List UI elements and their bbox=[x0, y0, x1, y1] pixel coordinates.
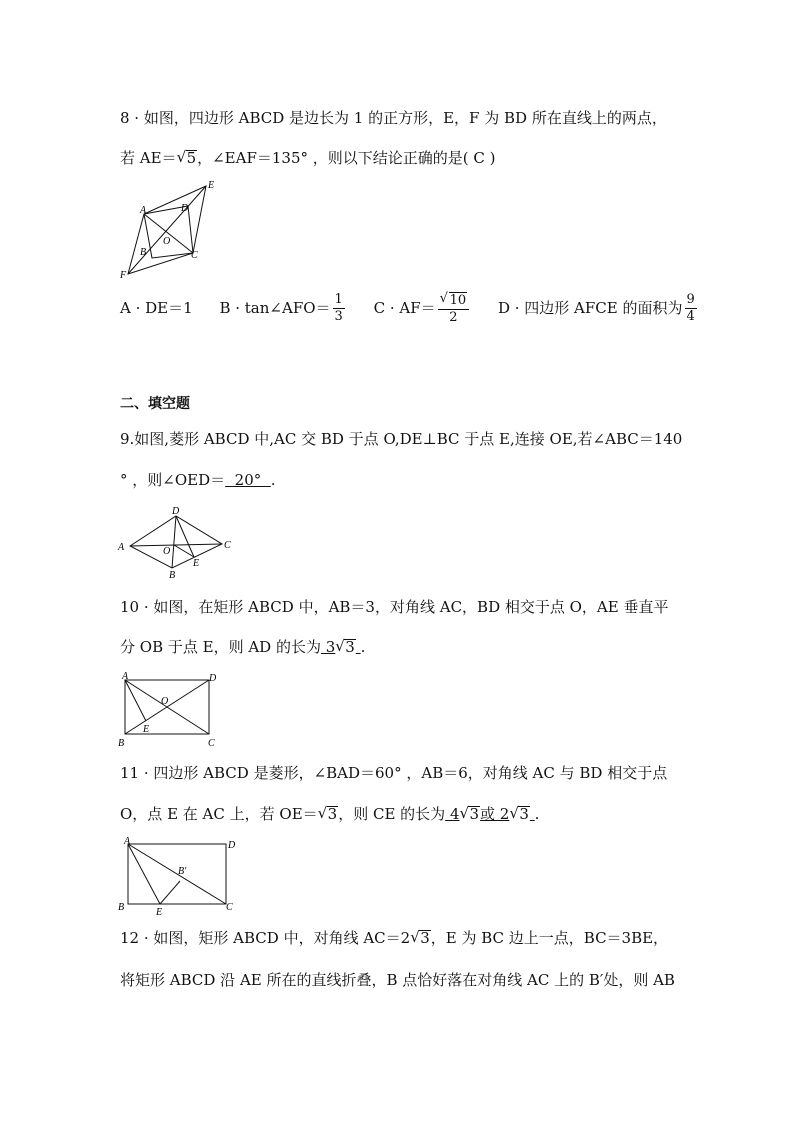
segment-ae bbox=[125, 680, 146, 721]
label-d: D bbox=[181, 203, 189, 214]
q10-text-line1: 10 · 如图，在矩形 ABCD 中，AB＝3，对角线 AC，BD 相交于点 O，AE 垂直平 bbox=[120, 598, 669, 616]
label-d: D bbox=[209, 673, 217, 684]
sqrt-symbol: √ 3 bbox=[335, 637, 356, 657]
label-b: B bbox=[118, 738, 125, 748]
sqrt-symbol: √ 3 bbox=[509, 804, 530, 824]
q10-answer: 3√ 3 bbox=[321, 638, 361, 656]
q12-text-line1: 12 · 如图，矩形 ABCD 中，对角线 AC＝2√ 3，E 为 BC 边上一点，BC＝3BE， bbox=[120, 928, 668, 948]
label-b: B bbox=[169, 570, 176, 580]
label-b: B bbox=[140, 247, 147, 258]
label-e: E bbox=[143, 724, 150, 735]
rhombus-abcd bbox=[130, 516, 222, 568]
q9-text-line1: 9.如图,菱形 ABCD 中,AC 交 BD 于点 O,DE⊥BC 于点 E,连接 OE,若∠ABC＝140 bbox=[120, 430, 683, 448]
q10-figure bbox=[116, 670, 226, 748]
segment-eb1 bbox=[160, 881, 180, 904]
fraction: $\frac{9}{4}$ bbox=[686, 292, 695, 325]
sqrt-symbol: √ 3 bbox=[410, 928, 431, 948]
label-c: C bbox=[191, 250, 198, 261]
q10-text-line2: 分 OB 于点 E，则 AD 的长为 3√ 3 . bbox=[120, 637, 365, 657]
fraction: √ $\frac{10}{2}$ bbox=[438, 292, 470, 326]
label-a: A bbox=[118, 542, 125, 553]
q9-figure bbox=[116, 504, 240, 580]
q8-text-line2: 若 AE＝√ 5，∠EAF＝135° ，则以下结论正确的是( C ) bbox=[120, 148, 496, 168]
label-a: A bbox=[124, 836, 131, 847]
section-heading: 二、填空题 bbox=[120, 396, 190, 412]
sqrt-symbol: √ 3 bbox=[318, 804, 339, 824]
fraction: $\frac{1}{3}$ bbox=[334, 292, 343, 325]
label-a: A bbox=[122, 671, 129, 682]
sqrt-symbol: √ 5 bbox=[177, 148, 198, 168]
label-b: B bbox=[118, 902, 125, 913]
label-c: C bbox=[208, 738, 215, 748]
sqrt-symbol: √ 3 bbox=[459, 804, 480, 824]
segment-de bbox=[176, 516, 194, 557]
label-e: E bbox=[208, 180, 215, 191]
label-o: O bbox=[163, 236, 171, 247]
q8-text-line1: 8 · 如图，四边形 ABCD 是边长为 1 的正方形，E，F 为 BD 所在直线上的两点， bbox=[120, 109, 667, 127]
q11-answer: 4√ 3或 2√ 3 bbox=[445, 805, 535, 823]
q8-options bbox=[120, 290, 721, 326]
q12-text-line2: 将矩形 ABCD 沿 AE 所在的直线折叠，B 点恰好落在对角线 AC 上的 B′处，则 AB bbox=[120, 971, 675, 989]
fold-line-ae bbox=[128, 844, 160, 904]
label-o: O bbox=[163, 546, 171, 557]
label-f: F bbox=[120, 270, 127, 281]
q9-answer: 20° bbox=[225, 471, 271, 489]
label-o: O bbox=[161, 696, 169, 707]
q8-figure bbox=[118, 178, 228, 282]
q9-text-line2: ° ，则∠OED＝ 20° . bbox=[120, 471, 276, 489]
label-d: D bbox=[172, 506, 180, 517]
q8-option-b: B · tan∠AFO＝ $\frac{1}{3}$ bbox=[219, 292, 343, 325]
label-d: D bbox=[228, 840, 236, 851]
label-e: E bbox=[193, 558, 200, 569]
label-c: C bbox=[224, 540, 231, 551]
q8-option-d: D · 四边形 AFCE 的面积为 $\frac{9}{4}$ bbox=[497, 292, 695, 325]
label-a: A bbox=[140, 205, 147, 216]
diagonal-ac bbox=[128, 844, 226, 904]
diagonal-bd bbox=[172, 516, 176, 568]
q11-text-line2: O，点 E 在 AC 上，若 OE＝√ 3，则 CE 的长为 4√ 3或 2√ 3 . bbox=[120, 804, 539, 824]
label-c: C bbox=[226, 902, 233, 913]
q11-text-line1: 11 · 四边形 ABCD 是菱形，∠BAD＝60° ，AB＝6，对角线 AC 与 BD 相交于点 bbox=[120, 764, 668, 782]
q8-option-a: A · DE＝1 bbox=[120, 299, 193, 317]
label-b-prime: B′ bbox=[178, 866, 187, 877]
q11-figure bbox=[116, 836, 246, 918]
sqrt-symbol: √ 10 bbox=[440, 292, 468, 309]
label-e: E bbox=[156, 907, 163, 918]
q8-option-c: C · AF＝ √ $\frac{10}{2}$ bbox=[374, 291, 472, 326]
